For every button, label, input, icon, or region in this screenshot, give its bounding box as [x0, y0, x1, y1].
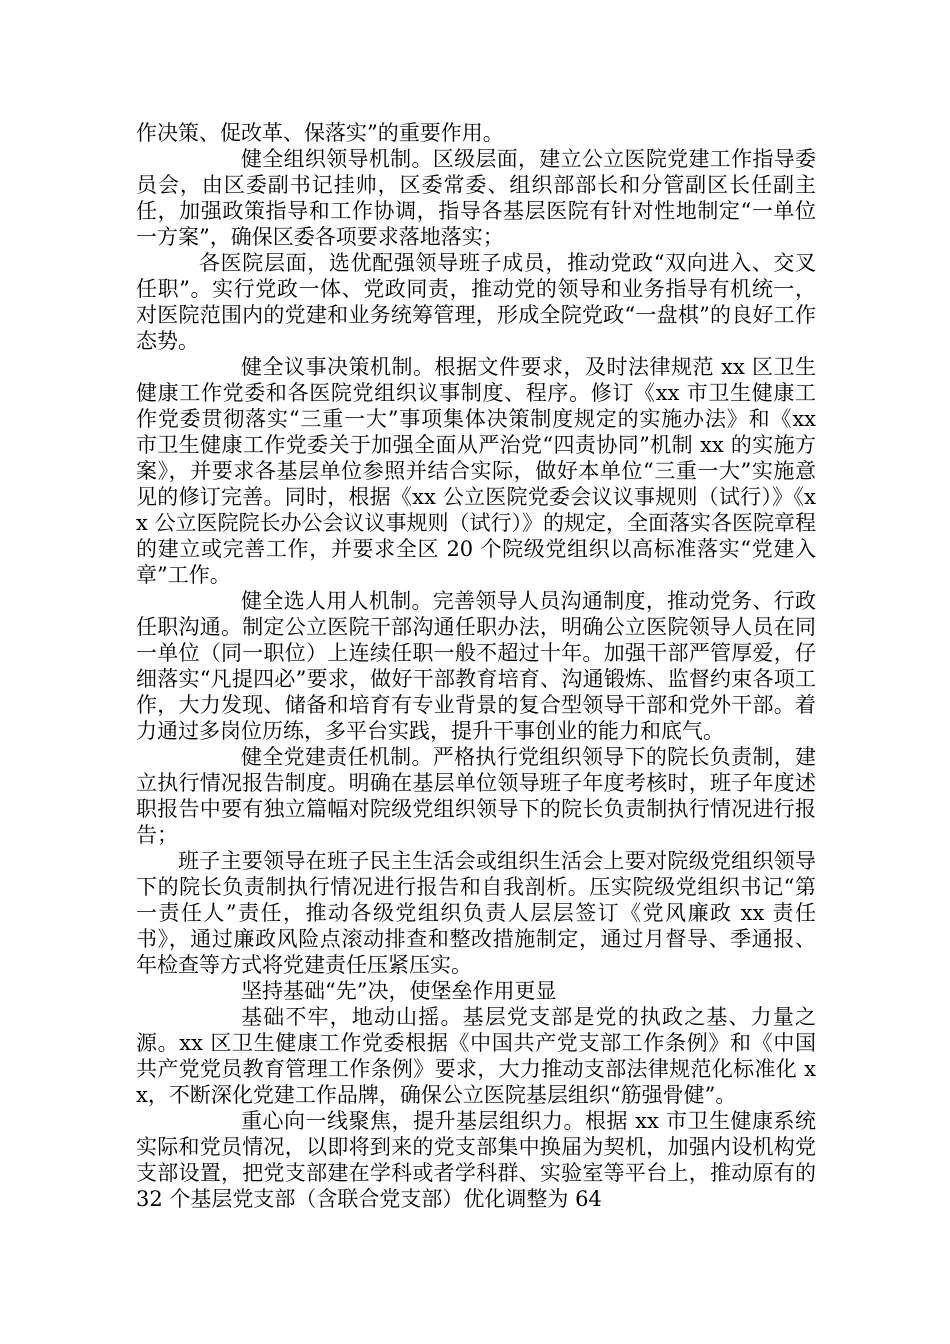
paragraph-organization-leadership: 健全组织领导机制。区级层面，建立公立医院党建工作指导委员会，由区委副书记挂帅，区委常委、组织部部长和分管副区长任副主任，加强政策指导和工作协调，指导各基层医院有针对性地制定“一单位一方案”，确保区委各项要求落地落实；	[136, 147, 816, 249]
paragraph-frontline-focus: 重心向一线聚焦，提升基层组织力。根据 xx 市卫生健康系统实际和党员情况，以即将到来的党支部集中换届为契机，加强内设机构党支部设置，把党支部建在学科或者学科群、实验室等平台上，推动原有的 32 个基层党支部（含联合党支部）优化调整为 64	[136, 1109, 816, 1211]
paragraph-responsibility-mechanism: 健全党建责任机制。严格执行党组织领导下的院长负责制，建立执行情况报告制度。明确在基层单位领导班子年度考核时，班子年度述职报告中要有独立篇幅对院级党组织领导下的院长负责制执行情况进行报告；	[136, 745, 816, 847]
paragraph-decision-mechanism: 健全议事决策机制。根据文件要求，及时法律规范 xx 区卫生健康工作党委和各医院党组织议事制度、程序。修订《xx 市卫生健康工作党委贯彻落实“三重一大”事项集体决策制度规定的实施办法》和《xx 市卫生健康工作党委关于加强全面从严治党“四责协同”机制 xx 的实施方案》，并要求各基层单位参照并结合实际，做好本单位“三重一大”实施意见的修订完善。同时，根据《xx 公立医院党委会议议事规则（试行）》《xx 公立医院院长办公会议议事规则（试行）》的规定，全面落实各医院章程的建立或完善工作，并要求全区 20 个院级党组织以高标准落实“党建入章”工作。	[136, 355, 817, 587]
paragraph-hospital-level: 各医院层面，选优配强领导班子成员，推动党政“双向进入、交叉任职”。实行党政一体、党政同责，推动党的领导和业务指导有机统一，对医院范围内的党建和业务统筹管理，形成全院党政“一盘棋”的良好工作态势。	[136, 251, 816, 353]
paragraph-intro-continuation: 作决策、促改革、保落实”的重要作用。	[136, 121, 504, 145]
paragraph-foundation: 基础不牢，地动山摇。基层党支部是党的执政之基、力量之源。xx 区卫生健康工作党委根据《中国共产党支部工作条例》和《中国共产党党员教育管理工作条例》要求，大力推动支部法律规范化标准化 xx，不断深化党建工作品牌，确保公立医院基层组织“筋强骨健”。	[136, 1005, 816, 1107]
paragraph-leader-review: 班子主要领导在班子民主生活会或组织生活会上要对院级党组织领导下的院长负责制执行情况进行报告和自我剖析。压实院级党组织书记“第一责任人”责任，推动各级党组织负责人层层签订《党风廉政 xx 责任书》，通过廉政风险点滚动排查和整改措施制定，通过月督导、季通报、年检查等方式将党建责任压紧压实。	[136, 849, 816, 977]
section-heading: 坚持基础“先”决，使堡垒作用更显	[241, 979, 557, 1003]
paragraph-personnel-mechanism: 健全选人用人机制。完善领导人员沟通制度，推动党务、行政任职沟通。制定公立医院干部沟通任职办法，明确公立医院领导人员在同一单位（同一职位）上连续任职一般不超过十年。加强干部严管厚爱，仔细落实“凡提四必”要求，做好干部教育培育、沟通锻炼、监督约束各项工作，大力发现、储备和培育有专业背景的复合型领导干部和党外干部。着力通过多岗位历练，多平台实践，提升干事创业的能力和底气。	[136, 589, 816, 743]
document-body	[136, 120, 816, 1212]
